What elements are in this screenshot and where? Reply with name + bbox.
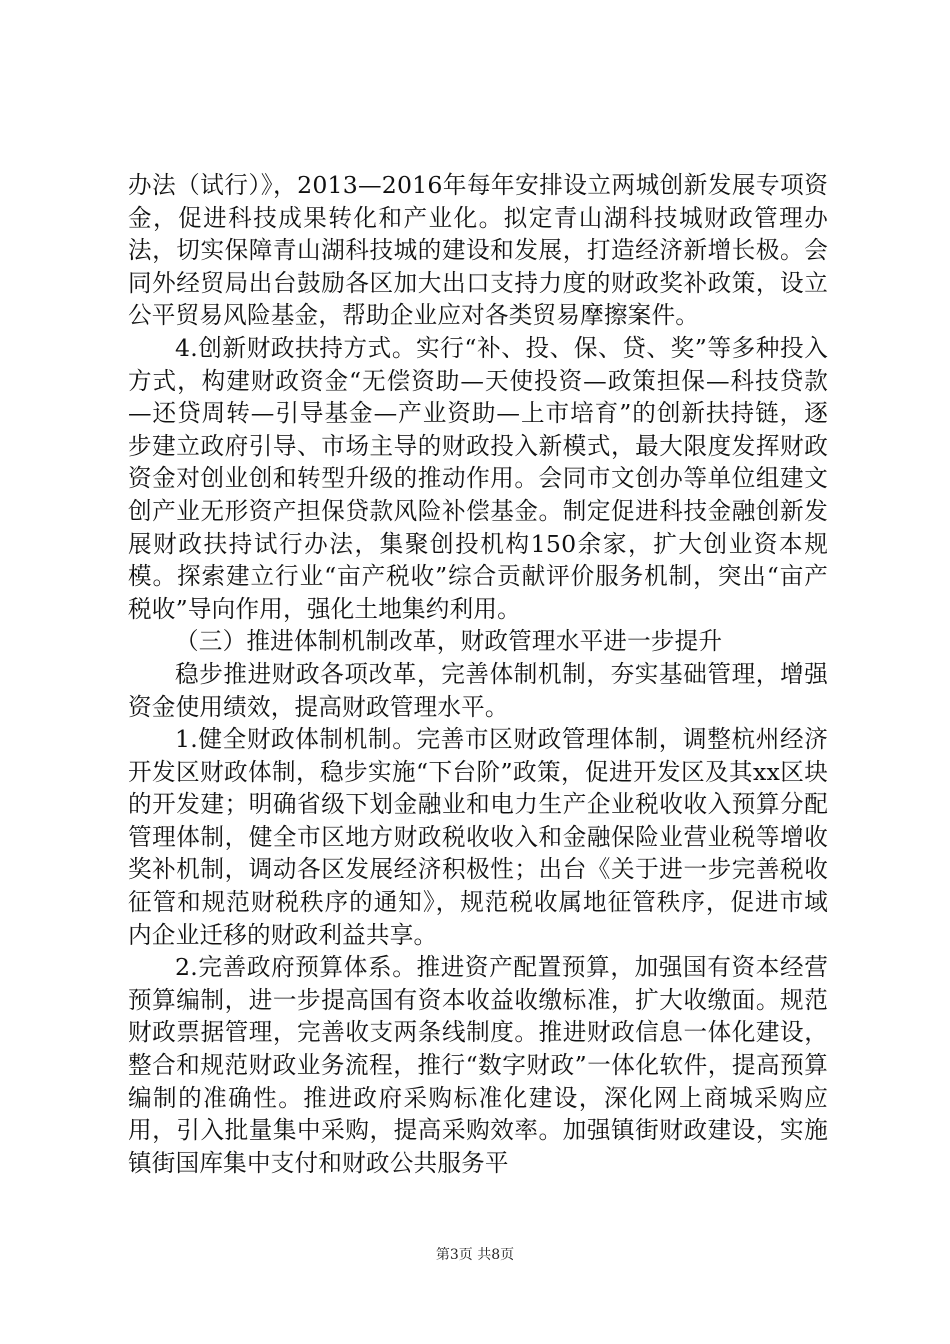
paragraph-item-2: 2.完善政府预算体系。推进资产配置预算，加强国有资本经营预算编制，进一步提高国有资本收益收缴标准，扩大收缴面。规范财政票据管理，完善收支两条线制度。推进财政信息一体化建设，整合和规范财政业务流程，推行“数字财政”一体化软件，提高预算编制的准确性。推进政府采购标准化建设，深化网上商城采购应用，引入批量集中采购，提高采购效率。加强镇街财政建设，实施镇街国库集中支付和财政公共服务平 (128, 953, 828, 1177)
section-heading-3: （三）推进体制机制改革，财政管理水平进一步提升 (175, 627, 723, 656)
document-body (128, 169, 828, 1179)
paragraph-continuation: 办法（试行）》，2013—2016年每年安排设立两城创新发展专项资金，促进科技成果转化和产业化。拟定青山湖科技城财政管理办法，切实保障青山湖科技城的建设和发展，打造经济新增长极。会同外经贸局出台鼓励各区加大出口支持力度的财政奖补政策，设立公平贸易风险基金，帮助企业应对各类贸易摩擦案件。 (128, 171, 828, 330)
paragraph-item-4: 4.创新财政扶持方式。实行“补、投、保、贷、奖”等多种投入方式，构建财政资金“无偿资助—天使投资—政策担保—科技贷款—还贷周转—引导基金—产业资助—上市培育”的创新扶持链，逐步建立政府引导、市场主导的财政投入新模式，最大限度发挥财政资金对创业创和转型升级的推动作用。会同市文创办等单位组建文创产业无形资产担保贷款风险补偿基金。制定促进科技金融创新发展财政扶持试行办法，集聚创投机构150余家，扩大创业资本规模。探索建立行业“亩产税收”综合贡献评价服务机制，突出“亩产税收”导向作用，强化土地集约利用。 (128, 333, 828, 623)
paragraph-section-intro: 稳步推进财政各项改革，完善体制机制，夯实基础管理，增强资金使用绩效，提高财政管理水平。 (128, 659, 828, 721)
paragraph-item-1: 1.健全财政体制机制。完善市区财政管理体制，调整杭州经济开发区财政体制，稳步实施“下台阶”政策，促进开发区及其xx区块的开发建；明确省级下划金融业和电力生产企业税收收入预算分配管理体制，健全市区地方财政税收收入和金融保险业营业税等增收奖补机制，调动各区发展经济积极性；出台《关于进一步完善税收征管和规范财税秩序的通知》，规范税收属地征管秩序，促进市域内企业迁移的财政利益共享。 (128, 725, 828, 949)
page-footer: 第3页 共8页 (435, 1247, 515, 1263)
